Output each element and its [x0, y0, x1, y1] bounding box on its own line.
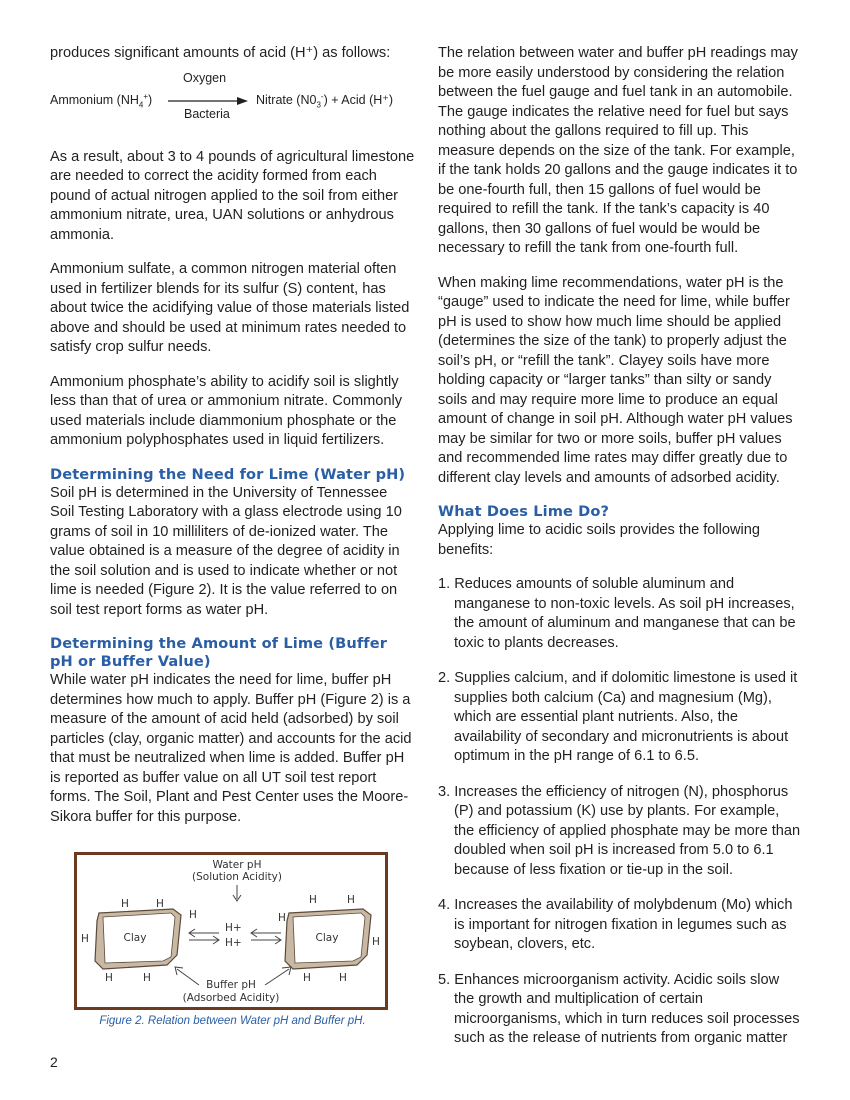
paragraph: Soil pH is determined in the University of Tennessee Soil Testing Laboratory with a glass electrode using 10 grams of soil in 10 milliliters of de-ionized water. The value obtained is a measure of the degree of acidity in the soil solution and is used to indicate whether or not lime is needed (Figure 2). It is the value referred to on soil test report forms as water pH. — [50, 484, 402, 618]
clay-label: Clay — [315, 932, 339, 944]
svg-text:H: H — [143, 972, 151, 984]
paragraph: Ammonium phosphate’s ability to acidify soil is slightly less than that of urea or ammonium nitrate. Commonly used materials include diammonium phosphate or the ammonium polyphosphates used in liquid fertilizers. — [50, 373, 403, 448]
left-column — [50, 44, 415, 827]
svg-text:H: H — [278, 912, 286, 924]
figure-2 — [74, 852, 388, 1010]
benefits-list — [438, 575, 803, 1049]
svg-text:H: H — [372, 936, 380, 948]
section-heading: What Does Lime Do? — [438, 503, 610, 520]
buffer-ph-label: Buffer pH — [206, 979, 256, 991]
reaction-equation — [50, 72, 415, 134]
svg-text:H+: H+ — [225, 937, 242, 949]
paragraph: Ammonium sulfate, a common nitrogen material often used in fertilizer blends for its sulfur (S) content, has about twice the acidifying value of those materials listed above and should be used at minimum rates needed to satisfy crop sulfur needs. — [50, 261, 410, 355]
reaction-arrow-icon — [167, 94, 249, 108]
arrow-bottom-label: Bacteria — [184, 106, 230, 121]
right-column — [438, 44, 803, 1049]
equation-reactant: Ammonium $(NH_4^+)$ — [50, 91, 153, 110]
paragraph: As a result, about 3 to 4 pounds of agricultural limestone are needed to correct the acidity formed from each pound of actual nitrogen applied to the soil from either ammonium nitrate, urea, UAN solutions or anhydrous ammonia. — [50, 148, 415, 243]
solution-acidity-label: (Solution Acidity) — [192, 871, 282, 883]
intro-text: produces significant amounts of acid (H⁺) as follows: — [50, 45, 391, 61]
svg-text:H: H — [347, 894, 355, 906]
svg-text:H: H — [309, 894, 317, 906]
svg-text:H: H — [121, 898, 129, 910]
equation-product: Nitrate $(N0_3^-)$ + Acid (H⁺) — [256, 91, 394, 110]
list-item: 3. Increases the efficiency of nitrogen (N), phosphorus (P) and potassium (K) use by plants. For example, the efficiency of applied phosphate may be more than doubled when soil pH is increased from 5.0 to 6.1 because of less fixation or tie-up in the soil. — [438, 783, 801, 878]
section-heading: Determining the Need for Lime (Water pH) — [50, 465, 406, 483]
svg-text:H: H — [81, 933, 89, 945]
list-item: 4. Increases the availability of molybdenum (Mo) which is important for nitrogen fixation in legumes such as soybean, clovers, etc. — [438, 897, 793, 952]
paragraph: While water pH indicates the need for lime, buffer pH determines how much to apply. Buffer pH (Figure 2) is a measure of the amount of acid held (adsorbed) by soil particles (clay, organic matter) and accounts for the acid that must be neutralized when lime is added. Buffer pH is reported as buffer value on all UT soil test report forms. The Soil, Plant and Pest Center uses the Moore-Sikora buffer for this purpose. — [50, 672, 412, 825]
section-heading: Determining the Amount of Lime (Buffer pH or Buffer Value) — [50, 635, 388, 670]
list-item: 5. Enhances microorganism activity. Acidic soils slow the growth and multiplication of certain microorganisms, which in turn reduces soil processes such as the release of nutrients from organic matter — [438, 971, 800, 1046]
paragraph: Applying lime to acidic soils provides the following benefits: — [438, 522, 761, 558]
svg-text:H: H — [156, 898, 164, 910]
figure-caption: Figure 2. Relation between Water pH and Buffer pH. — [99, 1015, 366, 1027]
paragraph: When making lime recommendations, water pH is the “gauge” used to indicate the need for lime, while buffer pH is used to show how much lime should be applied (determines the size of the tank) to properly adjust the soil’s pH, or “refill the tank”. Clayey soils have more holding capacity or “larger tanks” than silty or sandy soils and may require more lime to produce an equal amount of change in soil pH. Although water pH values may be similar for two or more soils, buffer pH values and recommended lime rates may differ greatly due to different clay levels and amounts of adsorbed acidity. — [438, 274, 793, 486]
arrow-top-label: Oxygen — [183, 70, 227, 85]
list-item: 1. Reduces amounts of soluble aluminum and manganese to non-toxic levels. As soil pH increases, the amount of aluminum and manganese that can be toxic to plants decreases. — [438, 576, 796, 651]
water-ph-label: Water pH — [212, 859, 262, 871]
svg-text:H: H — [105, 972, 113, 984]
svg-text:H: H — [189, 909, 197, 921]
paragraph: The relation between water and buffer pH readings may be more easily understood by considering the relation between the fuel gauge and fuel tank in an automobile. The gauge indicates the relative need for fuel but says nothing about the gallons required to fill up. This measure depends on the size of the tank. For example, if the tank holds 20 gallons and the gauge indicates it to be one-fourth full, then 15 gallons of fuel would be required to refill the tank. If the tank’s capacity is 40 gallons, then 30 gallons of fuel would be would be necessary to refill the tank from one-fourth full. — [438, 45, 798, 256]
adsorbed-acidity-label: (Adsorbed Acidity) — [182, 992, 280, 1004]
svg-text:H+: H+ — [225, 922, 242, 934]
clay-acidity-diagram — [77, 855, 385, 1007]
clay-label: Clay — [123, 932, 147, 944]
page-number: 2 — [50, 1054, 58, 1070]
svg-text:H: H — [339, 972, 347, 984]
list-item: 2. Supplies calcium, and if dolomitic limestone is used it supplies both calcium (Ca) and magnesium (Mg), which are essential plant nutrients. Also, the availability of secondary and micronutrients is about optimum in the pH range of 6.1 to 6.5. — [438, 670, 798, 764]
svg-text:H: H — [303, 972, 311, 984]
